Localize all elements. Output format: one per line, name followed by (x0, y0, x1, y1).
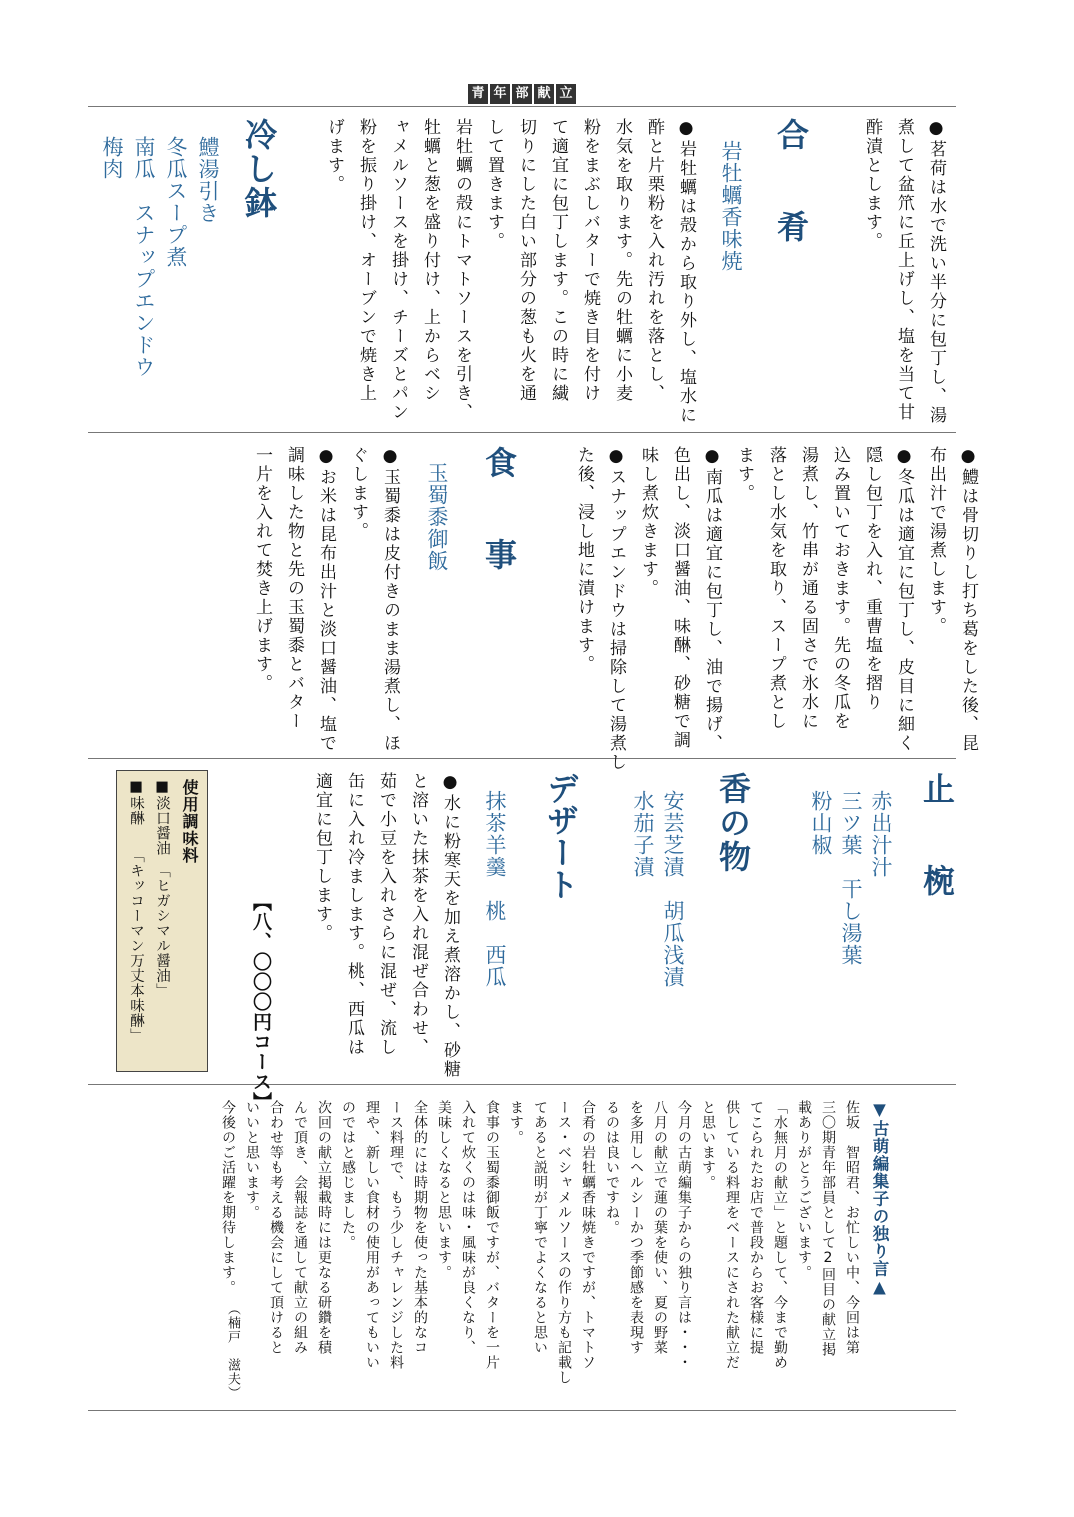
konomono-title: 香の物 (714, 772, 752, 874)
note-line: 込み置いておきます。先の冬瓜を (830, 446, 850, 731)
commentary-line: を多用しヘルシーかつ季節感を表現す (628, 1100, 644, 1355)
menu-item: 水茄子漬 (631, 790, 655, 878)
shokuji-title: 食 事 (480, 446, 518, 584)
commentary-line: 合わせ等も考える機会にして頂けると (268, 1100, 284, 1355)
commentary-line: ース・ベシャメルソースの作り方も記載し (556, 1100, 572, 1385)
hiyashibachi-title: 冷し鉢 (240, 118, 278, 220)
commentary-line: 食事の玉蜀黍御飯ですが、バターを一片 (484, 1100, 500, 1370)
aizakana-title: 合 肴 (772, 118, 810, 256)
note-line: 味し煮炊きます。 (638, 446, 658, 598)
tomewan-title: 止 椀 (918, 772, 956, 910)
commentary-line: ース料理で、もう少しチャレンジした料 (388, 1100, 404, 1370)
note-line: た後、浸し地に漬けます。 (574, 446, 594, 674)
note-line: て適宜に包丁します。この時に繊 (548, 118, 568, 403)
note-line: ●玉蜀黍は皮付きのまま湯煮し、ほ (380, 446, 400, 753)
note-line: げます。 (324, 118, 344, 194)
menu-item: 三ツ葉 干し湯葉 (839, 790, 863, 966)
menu-item: 南瓜 スナップエンドウ (132, 136, 156, 378)
seasoning-title: 使用調味料 (180, 779, 199, 864)
commentary-line: るのは良いですね。 (604, 1100, 620, 1235)
myoga-note (856, 118, 952, 428)
note-line: 落とし水気を取り、スープ煮とし (766, 446, 786, 731)
seasoning-box (116, 770, 208, 1072)
commentary-line: ます。 (508, 1100, 524, 1145)
note-line: ●岩牡蠣は殻から取り外し、塩水に (676, 118, 696, 425)
dessert-item: 抹茶羊羹 桃 西瓜 (483, 790, 507, 988)
commentary (216, 1100, 894, 1400)
header-char: 青 (468, 84, 488, 104)
tomewan-items (806, 790, 896, 966)
menu-item: 冬瓜スープ煮 (164, 136, 188, 268)
commentary-line: のではと感じました。 (340, 1100, 356, 1250)
divider (88, 432, 956, 433)
commentary-line: 入れて炊くのは味・風味が良くなり、 (460, 1100, 476, 1355)
commentary-line: 次回の献立掲載時には更なる研鑽を積 (316, 1100, 332, 1355)
note-line: ●水に粉寒天を加え煮溶かし、砂糖 (440, 772, 460, 1079)
commentary-line: 合肴の岩牡蠣香味焼きですが、トマトソ (580, 1100, 596, 1370)
commentary-line: てこられたお店で普段からお客様に提 (748, 1100, 764, 1355)
note-line: ●お米は昆布出汁と淡口醤油、塩で (316, 446, 336, 753)
note-line: 缶に入れ冷まします。桃、西瓜は (344, 772, 364, 1057)
hiyashibachi-items (96, 136, 224, 378)
note-line: 適宜に包丁します。 (312, 772, 332, 943)
note-line: 岩牡蠣の殻にトマトソースを引き、 (452, 118, 472, 422)
note-line: 牡蠣と葱を盛り付け、上からベシ (420, 118, 440, 403)
menu-item: 鱧湯引き (196, 136, 220, 224)
divider (88, 1084, 956, 1085)
note-line: 酢と片栗粉を入れ汚れを落とし、 (644, 118, 664, 403)
dessert-title: デザート (542, 772, 580, 900)
note-line: ●鱧は骨切りし打ち葛をした後、昆 (958, 446, 978, 753)
note-paragraph: ●茗荷は水で洗い半分に包丁し、湯煮して盆笊に丘上げし、塩を当て甘酢漬とします。 (862, 118, 946, 425)
divider (88, 758, 956, 759)
dessert-notes (306, 772, 466, 1078)
commentary-line: 全体的には時期物を使った基本的なコ (412, 1100, 428, 1355)
note-line: 一片を入れて焚き上げます。 (252, 446, 272, 693)
commentary-line: んで頂き、会報誌を通して献立の組み (292, 1100, 308, 1355)
note-line: 湯煮し、竹串が通る固さで氷水に (798, 446, 818, 731)
menu-item: 安芸芝漬 胡瓜浅漬 (661, 790, 685, 988)
note-line: 切りにした白い部分の葱も火を通 (516, 118, 536, 403)
menu-item: 粉山椒 (809, 790, 833, 856)
commentary-line: 理や、新しい食材の使用があってもいい (364, 1100, 380, 1370)
commentary-line: 今月の古萌編集子からの独り言は・・・ (676, 1100, 692, 1370)
note-line: 布出汁で湯煮します。 (926, 446, 946, 636)
note-line: 茹で小豆を入れさらに混ぜ、流し (376, 772, 396, 1057)
commentary-title: ▼古萌編集子の独り言▲ (870, 1100, 889, 1298)
aizakana-dish: 岩牡蠣香味焼 (719, 140, 743, 272)
shokuji-notes (246, 446, 406, 752)
commentary-signature: （楠戸 滋夫） (225, 1302, 240, 1400)
commentary-line: 「水無月の献立」と題して、今まで勤め (772, 1100, 788, 1370)
commentary-line: 八月の献立で蓮の葉を使い、夏の野菜 (652, 1100, 668, 1355)
note-line: ●冬瓜は適宜に包丁し、皮目に細く (894, 446, 914, 753)
shokuji-dish: 玉蜀黍御飯 (425, 462, 449, 572)
commentary-line: 三〇期青年部員として2回目の献立掲 (820, 1100, 836, 1357)
menu-item: 梅肉 (100, 136, 124, 180)
commentary-line: と思います。 (700, 1100, 716, 1190)
note-line: して置きます。 (484, 118, 504, 251)
note-line: 隠し包丁を入れ、重曹塩を摺り (862, 446, 882, 712)
seasoning-item: ■味醂 「キッコーマン万丈本味醂」 (128, 779, 144, 1044)
divider (88, 1410, 956, 1411)
note-line: ぐします。 (348, 446, 368, 541)
menu-item: 赤出汁汁 (869, 790, 893, 878)
seasoning-item: ■淡口醤油 「ヒガシマル醤油」 (154, 779, 170, 999)
commentary-line: 佐坂 智昭君、お忙しい中、今回は第 (844, 1100, 860, 1355)
note-line: と溶いた抹茶を入れ混ぜ合わせ、 (408, 772, 428, 1057)
note-line: 水気を取ります。先の牡蠣に小麦 (612, 118, 632, 403)
note-line: ます。 (734, 446, 754, 503)
commentary-line: てあると説明が丁寧でよくなると思い (532, 1100, 548, 1355)
seasoning-list (123, 779, 175, 1043)
konomono-items (628, 790, 688, 988)
header-char: 立 (556, 84, 576, 104)
note-line: ●スナップエンドウは掃除して湯煮し (606, 446, 626, 772)
header-char: 部 (512, 84, 532, 104)
section-header (468, 84, 576, 104)
header-char: 年 (490, 84, 510, 104)
course-price: 【八、〇〇〇円コース】 (250, 892, 272, 1112)
note-line: 調味した物と先の玉蜀黍とバター (284, 446, 304, 731)
hiyashibachi-notes (568, 446, 984, 772)
note-line: ●南瓜は適宜に包丁し、油で揚げ、 (702, 446, 722, 753)
note-line: 粉を振り掛け、オーブンで焼き上 (356, 118, 376, 403)
note-line: 色出し、淡口醤油、味醂、砂糖で調 (670, 446, 690, 750)
commentary-line: いいと思います。 (244, 1100, 260, 1220)
header-char: 献 (534, 84, 554, 104)
commentary-line: 今後のご活躍を期待します。 (220, 1100, 236, 1295)
commentary-line: 美味しくなると思います。 (436, 1100, 452, 1280)
divider (88, 106, 956, 107)
commentary-line: 載ありがとうございます。 (796, 1100, 812, 1280)
note-line: 粉をまぶしバターで焼き目を付け (580, 118, 600, 403)
aizakana-notes (318, 118, 702, 428)
commentary-line: 供している料理をベースにされた献立だ (724, 1100, 740, 1370)
note-line: ャメルソースを掛け、チーズとパン (388, 118, 408, 422)
